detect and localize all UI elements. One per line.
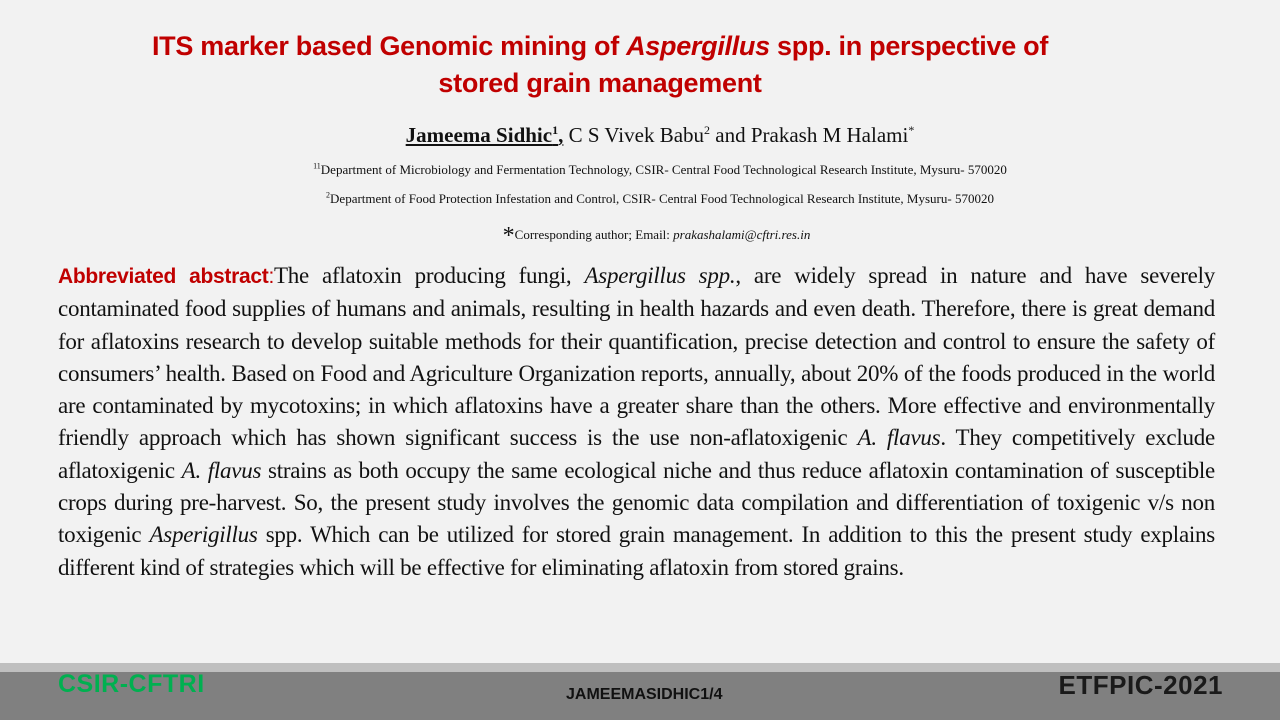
affiliation-2-text: Department of Food Protection Infestation and Control, CSIR- Central Food Technological Research Institute, Mysuru- 570020	[330, 191, 994, 206]
abstract-italic-1: Aspergillus spp.	[584, 263, 736, 288]
corresponding-email: prakashalami@cftri.res.in	[673, 227, 811, 242]
second-author-sup: 2	[704, 123, 711, 137]
affiliation-2	[0, 190, 1280, 208]
corresponding-author	[0, 222, 1280, 249]
slide-title	[100, 28, 1100, 102]
abstract-paragraph: Abbreviated abstract:The aflatoxin producing fungi, Aspergillus spp., are widely spread in nature and have severely contaminated food supplies of humans and animals, resulting in health hazards and even death. Therefore, there is great demand for aflatoxins research to develop suitable methods for their quantification, precise detection and control to ensure the safety of consumers’ health. Based on Food and Agriculture Organization reports, annually, about 20% of the foods produced in the world are contaminated by mycotoxins; in which aflatoxins have a greater share than the others. More effective and environmentally friendly approach which has shown significant success is the use non-aflatoxigenic A. flavus. They competitively exclude aflatoxigenic A. flavus strains as both occupy the same ecological niche and thus reduce aflatoxin contamination of susceptible crops during pre-harvest. So, the present study involves the genomic data compilation and differentiation of toxigenic v/s non toxigenic Asperigillus spp. Which can be utilized for stored grain management. In addition to this the present study explains different kind of strategies which will be effective for eliminating aflatoxin from stored grains.	[58, 263, 1216, 580]
second-author: C S Vivek Babu	[563, 123, 705, 147]
affiliation-1	[0, 161, 1280, 179]
third-author: and Prakash M Halami	[710, 123, 909, 147]
abstract-label: Abbreviated abstract:	[58, 265, 274, 288]
abstract-italic-3: A. flavus	[181, 457, 262, 483]
affiliation-2-sup: 2	[326, 190, 331, 200]
corresponding-label: Corresponding author; Email:	[514, 227, 674, 242]
third-author-sup: *	[908, 123, 915, 137]
affiliation-1-sup: 11	[313, 161, 321, 171]
title-line1-italic: Aspergillus	[626, 31, 770, 61]
abstract-italic-2: A. flavus	[857, 425, 941, 451]
footer-institute: CSIR-CFTRI	[58, 670, 205, 698]
title-line2: stored grain management	[438, 68, 762, 98]
footer-page-id: JAMEEMASIDHIC1/4	[566, 686, 723, 703]
lead-author: Jameema Sidhic$^1$,	[405, 123, 564, 147]
title-line1-post: spp. in perspective of	[769, 31, 1049, 61]
corresponding-star: *	[502, 223, 515, 249]
title-line1-pre: ITS marker based Genomic mining of	[151, 31, 627, 61]
footer-conference: ETFPIC-2021	[1058, 670, 1223, 700]
affiliation-1-text: Department of Microbiology and Fermentation Technology, CSIR- Central Food Technological Research Institute, Mysuru- 570020	[320, 162, 1007, 177]
abstract-italic-4: Asperigillus	[149, 522, 258, 548]
author-list	[0, 120, 1280, 150]
